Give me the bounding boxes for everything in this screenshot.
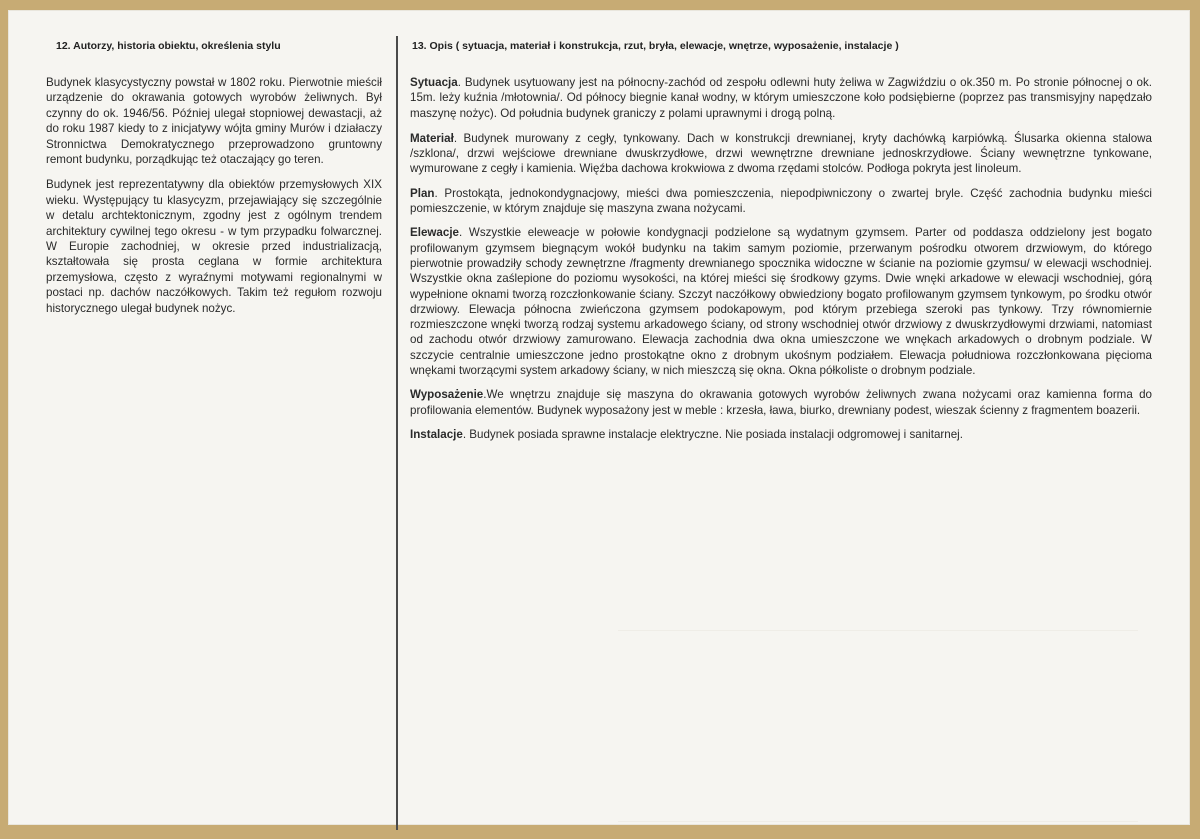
history-paragraph-1: Budynek klasycystyczny powstał w 1802 roku. Pierwotnie mieścił urządzenie do okrawania gotowych wyrobów żeliwnych. Był czynny do ok. 1946/56. Później ulegał stopniowej dewastacji, aż do roku 1987 kiedy to z inicjatywy wójta gminy Murów i działaczy Stronnictwa Demokratycznego przeprowadzono gruntowny remont budynku, porządkując też otaczający go teren. bbox=[46, 76, 382, 167]
description-installations bbox=[410, 427, 1152, 442]
situation-text: . Budynek usytuowany jest na północny-zachód od zespołu odlewni huty żeliwa w Zagwiździu o ok.350 m. Po stronie północnej o ok. 15m. leży kuźnia /młotownia/. Od północy biegnie kanał wodny, w którym umieszczone koło podsiębierne (poprzez pas transmisyjny napędzało maszynę nożyc). Od południa budynek graniczy z polami uprawnymi i drogą polną. bbox=[410, 76, 1152, 120]
plan-label: Plan bbox=[410, 186, 435, 200]
situation-label: Sytuacja bbox=[410, 76, 458, 89]
section-12-heading: 12. Autorzy, historia obiektu, określenia stylu bbox=[56, 40, 281, 52]
material-text: . Budynek murowany z cegły, tynkowany. Dach w konstrukcji drewnianej, kryty dachówką karpiówką. Ślusarka okienna stalowa /szklona/, drzwi wejściowe drewniane dwuskrzydłowe, drzwi wewnętrzne drewniane jednoskrzydłowe. Ściany wewnętrzne tynkowane, wymurowane z cegły i kamienia. Więźba dachowa krokwiowa z dwoma rzędami stolców. Podłoga pokryta jest linoleum. bbox=[410, 131, 1152, 176]
elevations-label: Elewacje bbox=[410, 226, 459, 240]
description-plan bbox=[410, 186, 1152, 217]
installations-text: . Budynek posiada sprawne instalacje elektryczne. Nie posiada instalacji odgromowej i sanitarnej. bbox=[462, 427, 963, 441]
section-12-column bbox=[46, 40, 382, 316]
installations-label: Instalacje bbox=[410, 427, 463, 441]
description-equipment bbox=[410, 387, 1152, 418]
equipment-label: Wyposażenie bbox=[410, 388, 484, 402]
section-13-heading: 13. Opis ( sytuacja, materiał i konstrukcja, rzut, bryła, elewacje, wnętrze, wyposażenie, instalacje ) bbox=[412, 40, 899, 52]
elevations-text: . Wszystkie eleweacje w połowie kondygnacji podzielone są wydatnym gzymsem. Parter od poddasza oddzielony jest bogato profilowanym gzymsem biegnącym wokół budynku na takim samym poziomie, przerwanym pośrodku otworem drzwiowym, do którego pierwotnie prowadziły schody zewnętrzne /fragmenty drewnianego spocznika widoczne w ścianie na poziomie gzymsu/ w elewacji wschodniej. Wszystkie okna zaślepione do poziomu wysokości, na której mieści się środkowy gzyms. Dwie wnęki arkadowe w elewacji wschodniej, górą wypełnione oknami tworzą rozczłonkowanie ściany. Szczyt naczółkowy obwiedziony bogato profilowanym gzymsem tynkowym, po środku otwór drzwiowy. Elewacja północna zwieńczona gzymsem podokapowym, pod którym przebiega szeroki pas tynkowy. Trzy równomiernie rozmieszczone wnęki tworzą rodzaj systemu arkadowego ściany, od strony wschodniej otwór drzwiowy z dwuskrzydłowymi drzwiami, natomiast od zachodu otwór drzwiowy zamurowano. Elewacja zachodnia dwa okna umieszczone we wnękach arkadowych o drobnym podziale. W szczycie centralnie umieszczone jedno prostokątne okno z drobnym ukośnym podziałem. Elewacja południowa rozczłonkowana pięcioma wnękami tworzącymi system arkadowy ściany, w nich mieszczą się okna. Okna półkoliste o drobnym podziale. bbox=[410, 226, 1152, 378]
description-elevations bbox=[410, 225, 1152, 378]
description-situation bbox=[410, 75, 1152, 121]
history-paragraph-2: Budynek jest reprezentatywny dla obiektów przemysłowych XIX wieku. Występujący tu klasycyzm, przejawiający się szczególnie w detalu archtektonicznym, zgodny jest z ogólnym trendem architektury cywilnej tego okresu - w tym przypadku folwarcznej. W Europie zachodniej, w okresie przed industrializacją, kształtowała się prosta ceglana w formie architektura przemysłowa, często z wyraźnymi motywami regionalnymi w postaci np. dachów naczółkowych. Takim też regułom rozwoju historycznego ulegał budynek nożyc. bbox=[46, 178, 382, 315]
description-material bbox=[410, 131, 1152, 177]
material-label: Materiał bbox=[410, 131, 454, 145]
column-divider bbox=[396, 36, 398, 830]
bleed-through-area bbox=[618, 630, 1138, 822]
plan-text: . Prostokąta, jednokondygnacjowy, mieści dwa pomieszczenia, niepodpiwniczony o zwartej bryle. Część zachodnia budynku mieści pomieszczenie, w którym znajduje się maszyna zwana nożycami. bbox=[410, 186, 1152, 216]
equipment-text: .We wnętrzu znajduje się maszyna do okrawania gotowych wyrobów żeliwnych zwana nożycami oraz kamienna forma do profilowania elementów. Budynek wyposażony jest w meble : krzesła, ława, biurko, drewniany podest, wieszak ścienny z fragmentem boazerii. bbox=[410, 388, 1152, 417]
section-13-column bbox=[402, 40, 1152, 442]
